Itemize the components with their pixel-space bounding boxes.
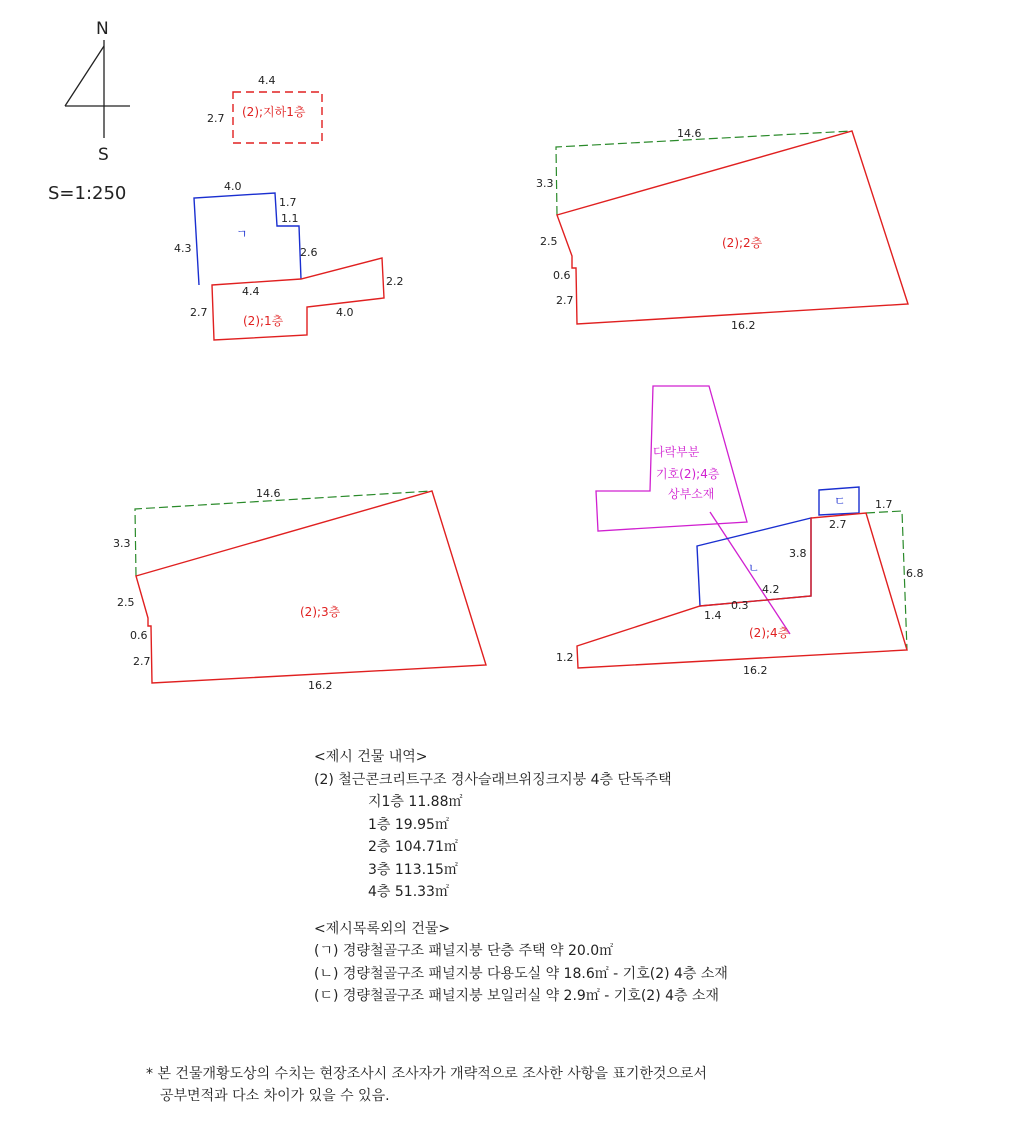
area-item: 지1층 11.88㎡: [368, 794, 463, 810]
mark-digeut: ㄷ: [834, 494, 846, 508]
note-line: * 본 건물개황도상의 수치는 현장조사시 조사자가 개략적으로 조사한 사항을 표기한것으로서: [146, 1066, 707, 1082]
dim-label: 1.1: [281, 212, 299, 225]
mark-nieun: ㄴ: [748, 561, 760, 575]
area-item: 3층 113.15㎡: [368, 861, 458, 878]
dim-label: 2.7: [190, 306, 208, 319]
dim-label: 16.2: [743, 664, 768, 677]
dim-label: 4.0: [224, 180, 242, 193]
dim-label: 0.3: [731, 599, 749, 612]
extra-item: (ㄱ) 경량철골구조 패널지붕 단층 주택 약 20.0㎡: [314, 943, 614, 959]
attic-note-line: 다락부분: [653, 445, 700, 459]
extra-heading: <제시목록외의 건물>: [314, 920, 451, 937]
third-floor-label: (2);3층: [300, 605, 341, 619]
dim-label: 2.5: [540, 235, 558, 248]
third-floor-plan: [113, 487, 486, 692]
area-item: 2층 104.71㎡: [368, 839, 458, 855]
second-floor-label: (2);2층: [722, 236, 763, 250]
dim-label: 1.4: [704, 609, 722, 622]
dim-label: 4.2: [762, 583, 780, 596]
compass-north-label: N: [96, 19, 109, 39]
basement-floor-plan: [207, 74, 322, 143]
dim-label: 0.6: [553, 269, 571, 282]
dim-label: 4.4: [242, 285, 260, 298]
attic-note-line: 기호(2);4층: [656, 467, 720, 481]
scale-label: S=1:250: [48, 183, 127, 204]
first-floor-label: (2);1층: [243, 314, 284, 328]
dim-label: 14.6: [256, 487, 281, 500]
dim-label: 2.7: [829, 518, 847, 531]
dim-label: 14.6: [677, 127, 702, 140]
fourth-floor-label: (2);4층: [749, 626, 790, 640]
dim-label: 2.7: [133, 655, 151, 668]
dim-label: 3.8: [789, 547, 807, 560]
dim-label: 2.2: [386, 275, 404, 288]
dim-label: 2.5: [117, 596, 135, 609]
area-item: 4층 51.33㎡: [368, 884, 449, 900]
legend-building: (2) 철근콘크리트구조 경사슬래브위징크지붕 4층 단독주택: [314, 771, 672, 788]
legend-heading: <제시 건물 내역>: [314, 749, 428, 765]
dim-label: 0.6: [130, 629, 148, 642]
dim-label: 2.6: [300, 246, 318, 259]
building-legend: [314, 746, 728, 1008]
area-item: 1층 19.95㎡: [368, 816, 449, 833]
extra-item: (ㄴ) 경량철골구조 패널지붕 다용도실 약 18.6㎡ - 기호(2) 4층 소재: [314, 965, 728, 982]
basement-floor-label: (2);지하1층: [242, 105, 306, 119]
second-floor-plan: [536, 127, 908, 332]
extra-item: (ㄷ) 경량철골구조 패널지붕 보일러실 약 2.9㎡ - 기호(2) 4층 소재: [314, 988, 720, 1004]
attic-note-line: 상부소재: [668, 487, 715, 501]
dim-label: 2.7: [556, 294, 574, 307]
dim-label: 6.8: [906, 567, 924, 580]
fourth-floor-plan: [556, 386, 924, 677]
compass-south-label: S: [98, 145, 109, 165]
dim-label: 1.7: [875, 498, 893, 511]
dim-label: 3.3: [536, 177, 554, 190]
note-line: 공부면적과 다소 차이가 있을 수 있음.: [160, 1088, 390, 1104]
first-floor-plan: [174, 180, 404, 340]
dim-label: 4.3: [174, 242, 192, 255]
dim-label: 3.3: [113, 537, 131, 550]
dim-label: 16.2: [308, 679, 333, 692]
dim-label: 16.2: [731, 319, 756, 332]
dim-label: 1.2: [556, 651, 574, 664]
dim-label: 1.7: [279, 196, 297, 209]
dim-label: 2.7: [207, 112, 225, 125]
dim-label: 4.4: [258, 74, 276, 87]
mark-giyeok: ㄱ: [236, 227, 248, 241]
north-arrow-compass: [65, 19, 130, 165]
disclaimer-note: [146, 1063, 707, 1107]
dim-label: 4.0: [336, 306, 354, 319]
